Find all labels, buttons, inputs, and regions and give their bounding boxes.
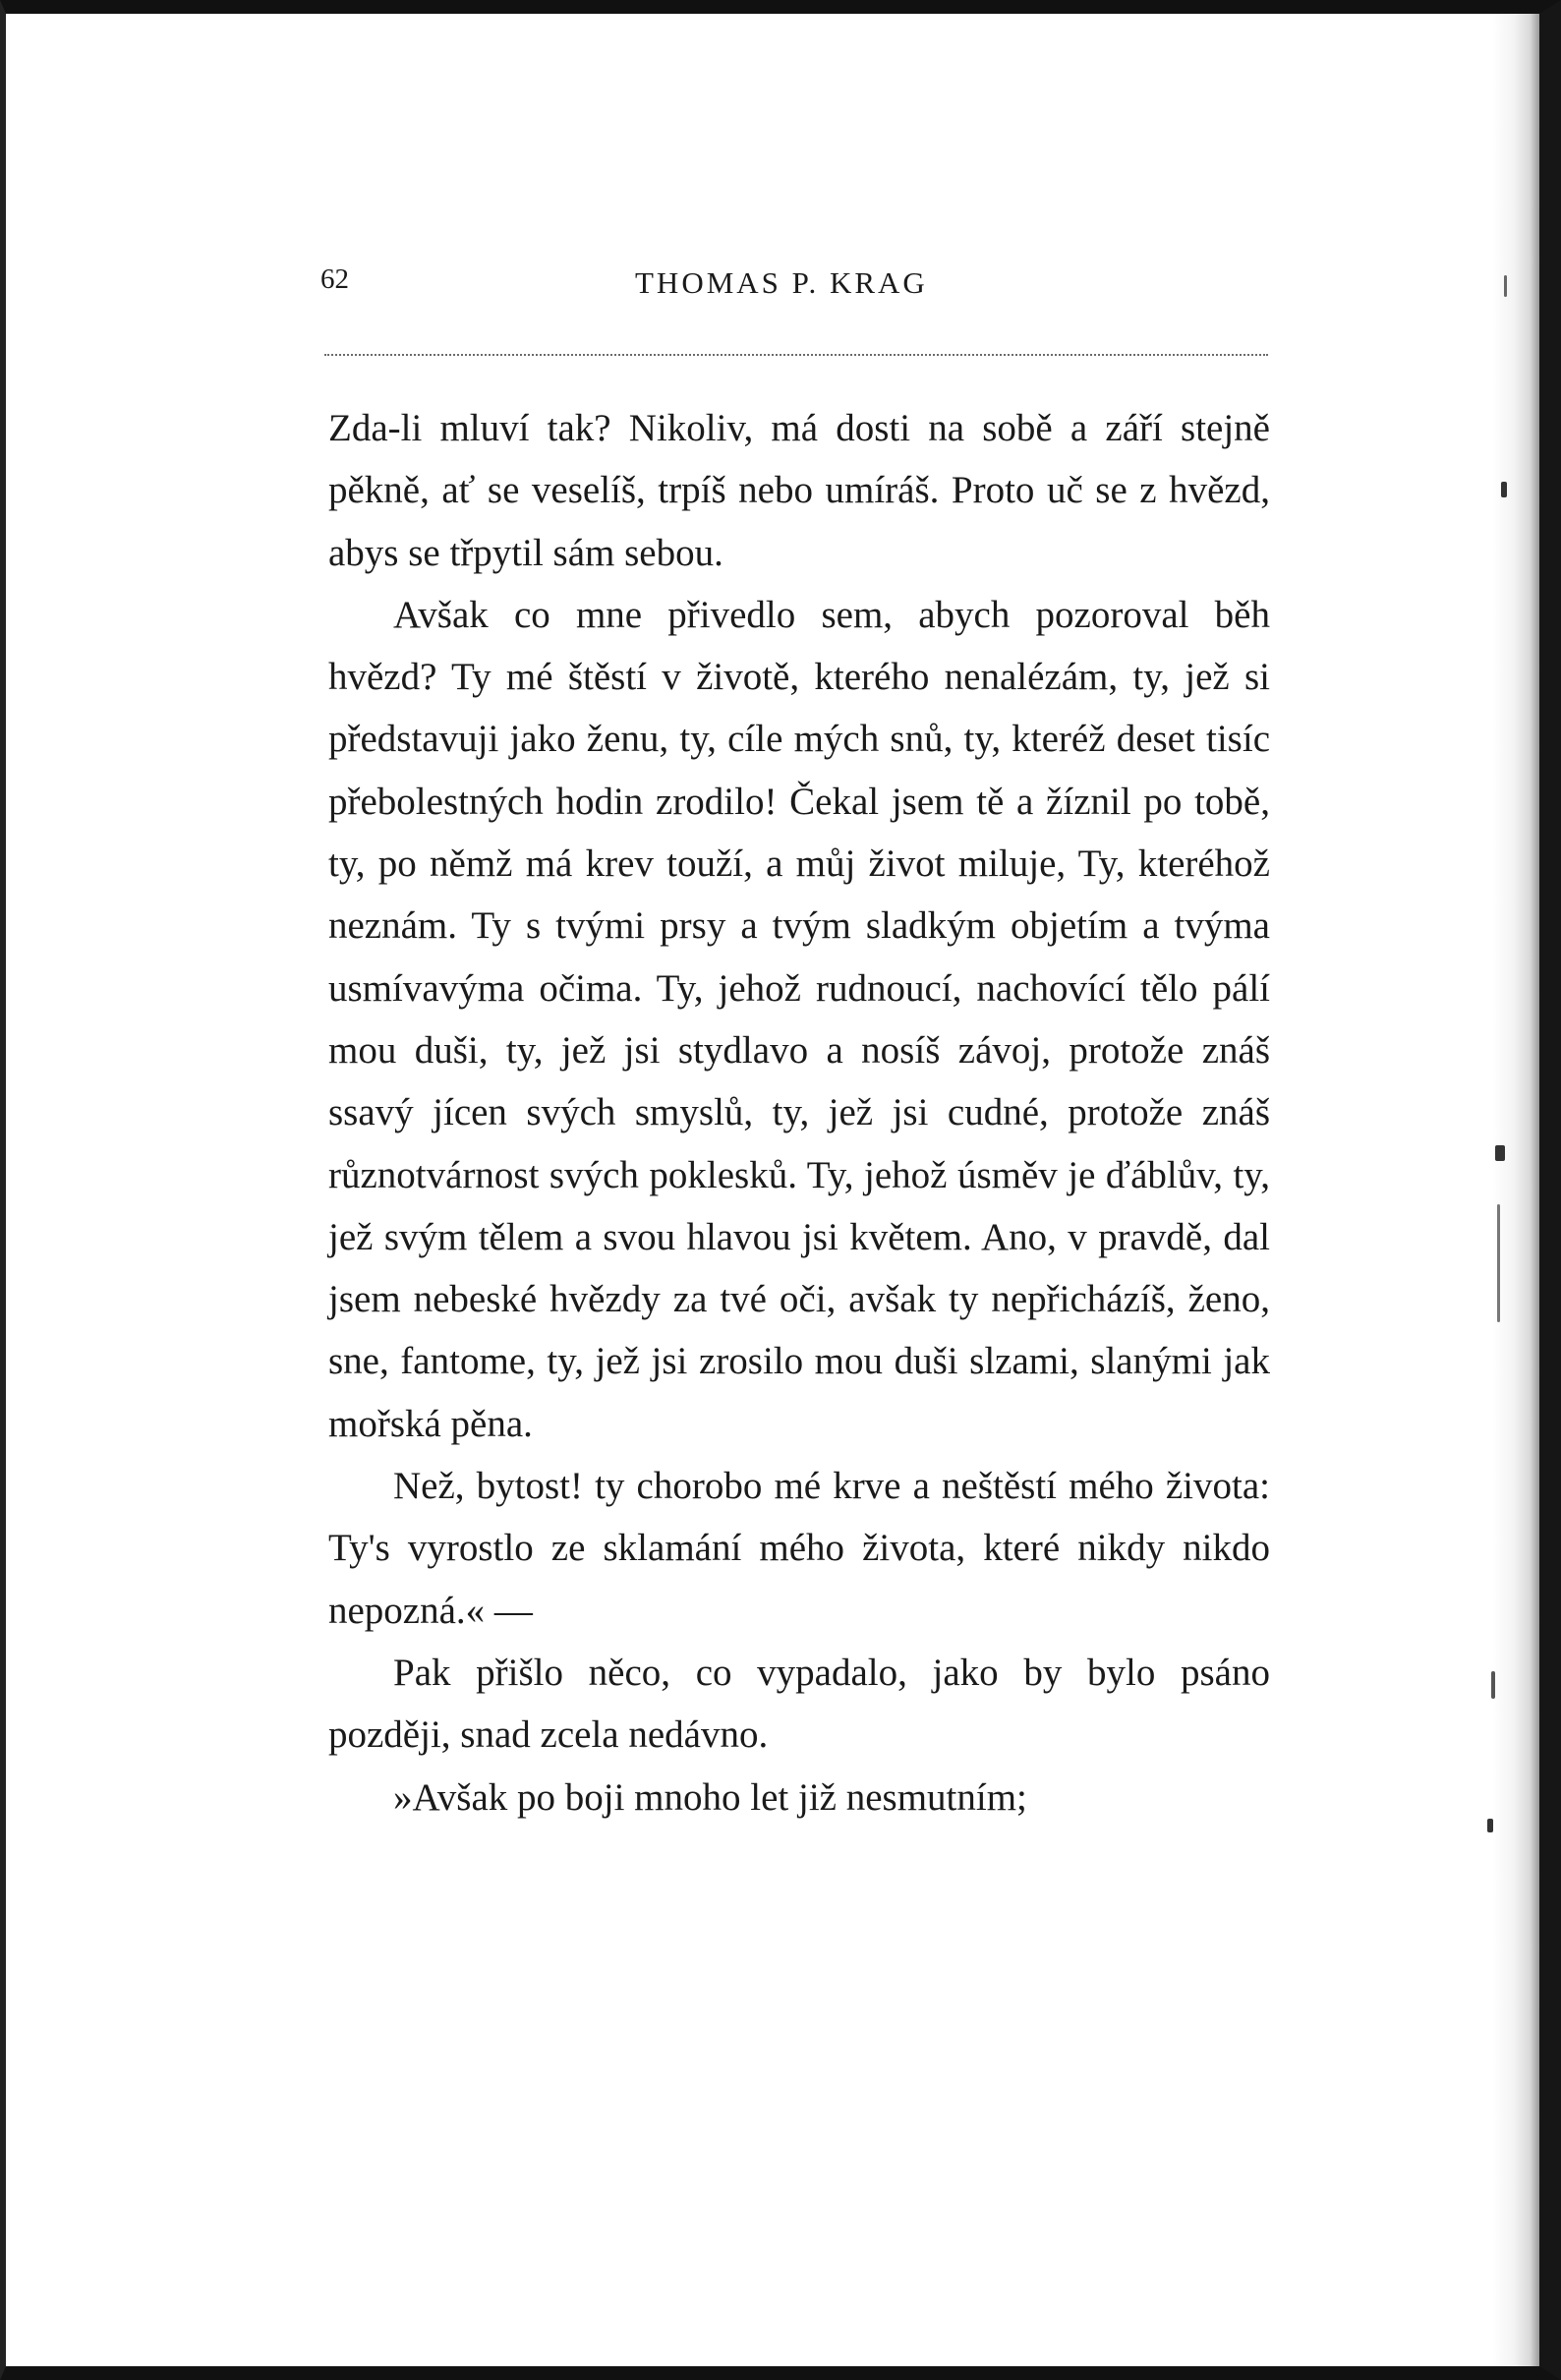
paragraph: Avšak co mne přivedlo sem, abych pozoroval běh hvězd? Ty mé štěstí v životě, kterého nenalézám, ty, jež si představuji jako ženu, ty, cíle mých snů, ty, kteréž deset tisíc přebolestných hodin zrodilo! Čekal jsem tě a žíznil po tobě, ty, po němž má krev touží, a můj život miluje, Ty, kteréhož neznám. Ty s tvými prsy a tvým sladkým objetím a tvýma usmívavýma očima. Ty, jehož rudnoucí, nachovící tělo pálí mou duši, ty, jež jsi stydlavo a nosíš závoj, protože znáš ssavý jícen svých smyslů, ty, jež jsi cudné, protože znáš různotvárnost svých poklesků. Ty, jehož úsměv je ďáblův, ty, jež svým tělem a svou hlavou jsi květem. Ano, v pravdě, dal jsem nebeské hvězdy za tvé oči, avšak ty nepřicházíš, ženo, sne, fantome, ty, jež jsi zrosilo mou duši slzami, slanými jak mořská pěna. — [328, 593, 1270, 1445]
margin-speck — [1504, 275, 1507, 297]
margin-speck — [1487, 1819, 1493, 1832]
page-edge-shadow — [1492, 14, 1539, 2366]
paragraph: Pak přišlo něco, co vypadalo, jako by bylo psáno později, snad zcela nedávno. — [328, 1651, 1270, 1757]
page-header — [320, 260, 1272, 309]
paragraph: Zda-li mluví tak? Nikoliv, má dosti na sobě a září stejně pěkně, ať se veselíš, trpíš nebo umíráš. Proto uč se z hvězd, abys se třpytil sám sebou. — [328, 407, 1270, 574]
margin-speck — [1497, 1204, 1500, 1322]
margin-speck — [1495, 1145, 1505, 1161]
margin-speck — [1491, 1671, 1495, 1699]
running-head: THOMAS P. KRAG — [635, 265, 928, 300]
margin-speck — [1501, 482, 1507, 497]
page-number: 62 — [320, 263, 349, 295]
paragraph: »Avšak po boji mnoho let již nesmutním; — [393, 1775, 1027, 1819]
header-rule — [324, 354, 1268, 356]
body-text — [328, 397, 1270, 1829]
paragraph: Než, bytost! ty chorobo mé krve a neštěstí mého života: Ty's vyrostlo ze sklamání mého života, které nikdy nikdo nepozná.« — — [328, 1465, 1270, 1632]
